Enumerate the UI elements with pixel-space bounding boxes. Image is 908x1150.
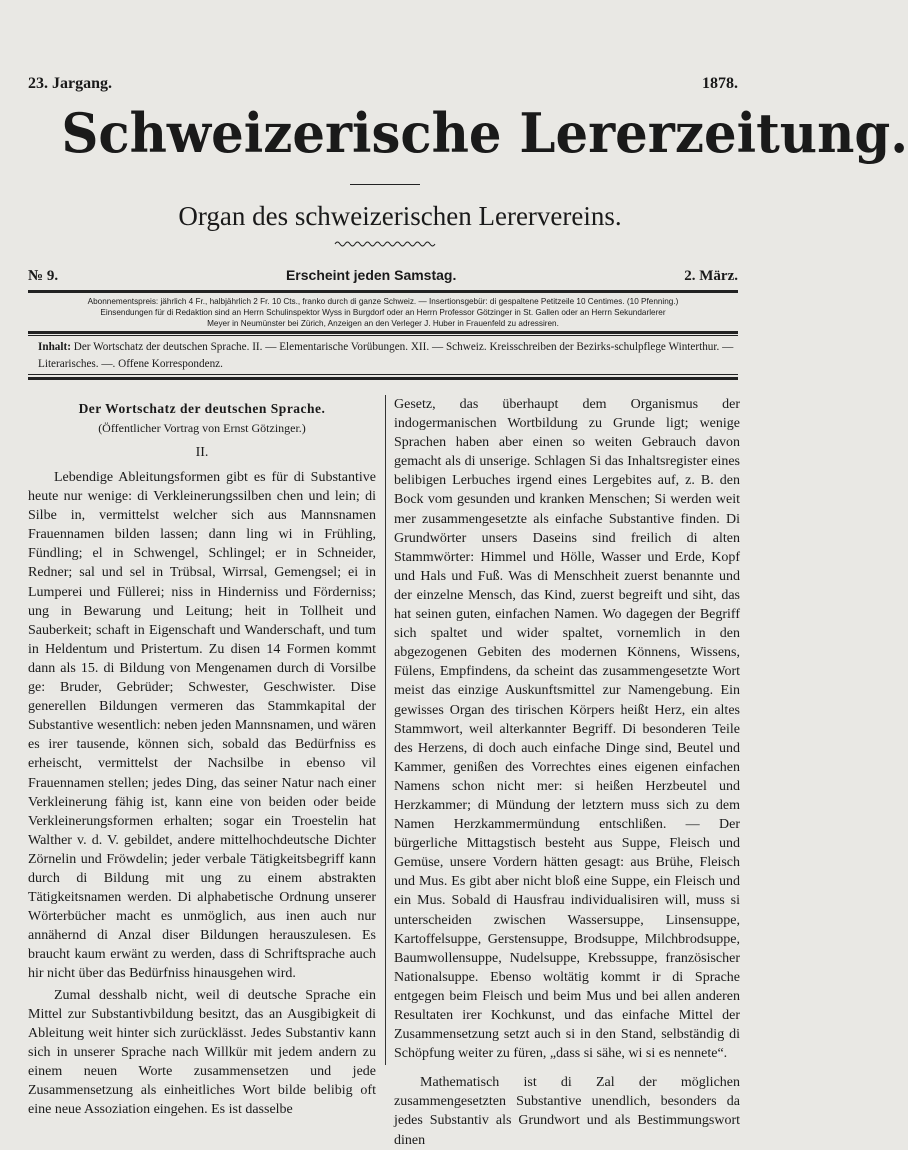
article-section-number: II.	[195, 445, 209, 460]
notice-line-1: Abonnementspreis: jährlich 4 Fr., halbjährlich 2 Fr. 10 Cts., franko durch di ganze Schweiz. — Insertionsgebür: di gespaltene Petitzeile 10 Centimes. (10 Pfenning.)	[87, 297, 679, 306]
issue-row	[28, 267, 738, 285]
rule-below-contents-thin	[28, 374, 738, 375]
rule-above-notice	[28, 290, 738, 293]
newspaper-subtitle: Organ des schweizerischen Lerervereins.	[178, 201, 622, 231]
notice-line-3: Meyer in Neumünster bei Zürich, Anzeigen an den Verleger J. Huber in Frauenfeld zu adressiren.	[207, 319, 559, 328]
notice-line-2: Einsendungen für di Redaktion sind an Herrn Schulinspektor Wyss in Burgdorf oder an Herrn Professor Götzinger in St. Gallen oder an Herrn Sekundarlerer	[100, 308, 666, 317]
masthead-top-row	[28, 75, 738, 93]
publication-frequency: Erscheint jeden Samstag.	[285, 267, 457, 283]
article-right-column	[394, 395, 740, 1150]
contents-text: Der Wortschatz der deutschen Sprache. II. — Elementarische Vorübungen. XII. — Schweiz. Kreisschreiben der Bezirks-schulpflege Winterthur. — Literarisches. —. Offene Korrespondenz.	[38, 341, 734, 370]
newspaper-title: Schweizerische Lererzeitung.	[61, 101, 908, 165]
left-paragraph: Zumal desshalb nicht, weil di deutsche Sprache ein Mittel zur Substantivbildung besitzt, das an Ausgibigkeit di Ableitung weit hinter sich zurücklässt. Jedes Substantiv kann sich in unserer Sprache nach Willkür mit jedem andern zu einem neuen Worte zusammensetzen und jede Zusammensetzung als einheitliches Wort bilde belibig oft eine neue Assoziation eingehen. Es ist dasselbe	[28, 987, 376, 1118]
article-title: Der Wortschatz der deutschen Sprache.	[78, 401, 326, 416]
table-of-contents	[38, 339, 738, 373]
title-rule	[350, 184, 420, 185]
issue-date: 2. März.	[684, 268, 738, 284]
rule-above-contents-thin	[28, 335, 738, 336]
volume-label: 23. Jargang.	[28, 75, 112, 92]
left-paragraph: Lebendige Ableitungsformen gibt es für di Substantive heute nur wenige: di Verkleinerungssilben chen und lein; di Silbe in, vermittelst welcher sich aus Mannsnamen Frauennamen bilden lassen; dann ling wi in Frühling, Fündling; el in Schwengel, Schlingel; er in Schneider, Redner; sal und sel in Trübsal, Wirrsal, Gemengsel; ei in Lumperei und Füllerei; niss in Hinderniss und Förderniss; ung in Bewarung und Leitung; heit in Tollheit und Sauberkeit; schaft in Eigenschaft und Wanderschaft, und tum in Heldentum und Pristertum. Zu disen 14 Formen kommt dann als 15. di Bildung von Mengenamen durch di Vorsilbe ge: Bruder, Gebrüder; Schwester, Geschwister. Dise generellen Bildungen vermeren das Stammkapital der Substantive wesentlich: neben jeden Mannsnamen, und wären es irer tausende, können sich, sobald das Bedürfniss es erheischt, vermittelst der Nachsilbe in ebenso vil Frauennamen stellen; jedes Ding, das seiner Natur nach einer Verkleinerung fähig ist, kann eine von beiden oder beide Verkleinerungsformen erhalten; sogar ein Troestelin hat Walther v. d. V. gebildet, andere mittelhochdeutsche Dichter Zörnelin und Fröwdelin; jeder verbale Tätigkeitsbegriff kann durch di Bildung mit ung zu einem abstrakten Tätigkeitsnamen werden. Di alphabetische Ordnung unserer Wörterbücher macht es unmöglich, aus inen auch nur annähernd di Anzal diser Bildungen herauszulesen. Es braucht kaum erwänt zu werden, dass di Schriftsprache auch hir nicht über das Bedürfniss hinausgehen wird.	[28, 470, 376, 982]
year-label: 1878.	[702, 75, 738, 92]
right-paragraph: Mathematisch ist di Zal der möglichen zusammengesetzten Substantive unendlich, besonders da jedes Substantiv als Grundwort und als Bestimmungswort dinen	[394, 1075, 740, 1148]
article-byline: (Öffentlicher Vortrag von Ernst Götzinger.)	[98, 421, 306, 435]
column-divider	[385, 395, 386, 1065]
rule-above-contents	[28, 331, 738, 334]
issue-number: № 9.	[28, 268, 59, 284]
article-left-column	[28, 395, 376, 1119]
rule-below-contents	[28, 377, 738, 380]
contents-label: Inhalt:	[38, 341, 71, 353]
subscription-notice	[28, 296, 738, 329]
right-paragraph: Gesetz, das überhaupt dem Organismus der indogermanischen Wortbildung zu Grunde ligt; wenige Sprachen haben aber einen so weiten Gebrauch davon gemacht als di unserige. Schlagen Si das Inhaltsregister eines belibigen Lerbuches irgend eines Lergebites auf, z. B. den Bock vom gesunden und kranken Menschen; Si werden weit mer zusammengesetzte als einfache Substantive finden. Di Grundwörter unsers Daseins sind freilich di alten Stammwörter: Himmel und Hölle, Wasser und Erde, Kopf und Hals und Fuß. Was di Menschheit zuerst benannte und der einzelne Mensch, das Kind, zuerst begreift und siht, das hat seinen guten, einfachen Namen. Wo dagegen der Begriff sich spaltet und wider spaltet, vornemlich in den abgezogenen Gebiten des modernen Könnens, Wissens, Fülens, Empfindens, da scheint das zusammengesetzte Wort meist das einzige Auskunftsmittel zur Namengebung. Ein gewisses Organ des tirischen Körpers heißt Herz, ein altes Stammwort, weil alterkannter Begriff. Di besonderen Teile des Herzens, di doch auch einfache Dinge sind, Beutel und Kammer, genißen des Vorrechtes eines eigenen einfachen Namens schon nicht mer: si heißen Herzbeutel und Herzkammer; di Mündung der letztern muss sich zu dem Namen Herzkammermündung entschlißen. — Der bürgerliche Mittagstisch besteht aus Suppe, Fleisch und Gemüse, unsere Vordern hätten gesagt: aus Brühe, Fleisch und Mus. Es gibt aber nicht bloß eine Suppe, ein Fleisch und ein Mus. Sobald di Hausfrau individualisiren will, muss si unterscheiden zwischen Wassersuppe, Linsensuppe, Kartoffelsuppe, Gerstensuppe, Brodsuppe, Milchbrodsuppe, Baumwollensuppe, Nudelsuppe, Krebssuppe, französischer Nationalsuppe. Ebenso woltätig kommt ir di Sprache entgegen beim Fleisch und beim Mus und bei allen anderen Resultaten irer Kochkunst, und das einfache Mittel der Zusammensetzung setzt auch si in den Stand, selbständig di Schöpfung weiter zu füren, „dass si sähe, wi si es nennete“.	[394, 397, 740, 1062]
decorative-wave-ornament	[335, 240, 435, 248]
